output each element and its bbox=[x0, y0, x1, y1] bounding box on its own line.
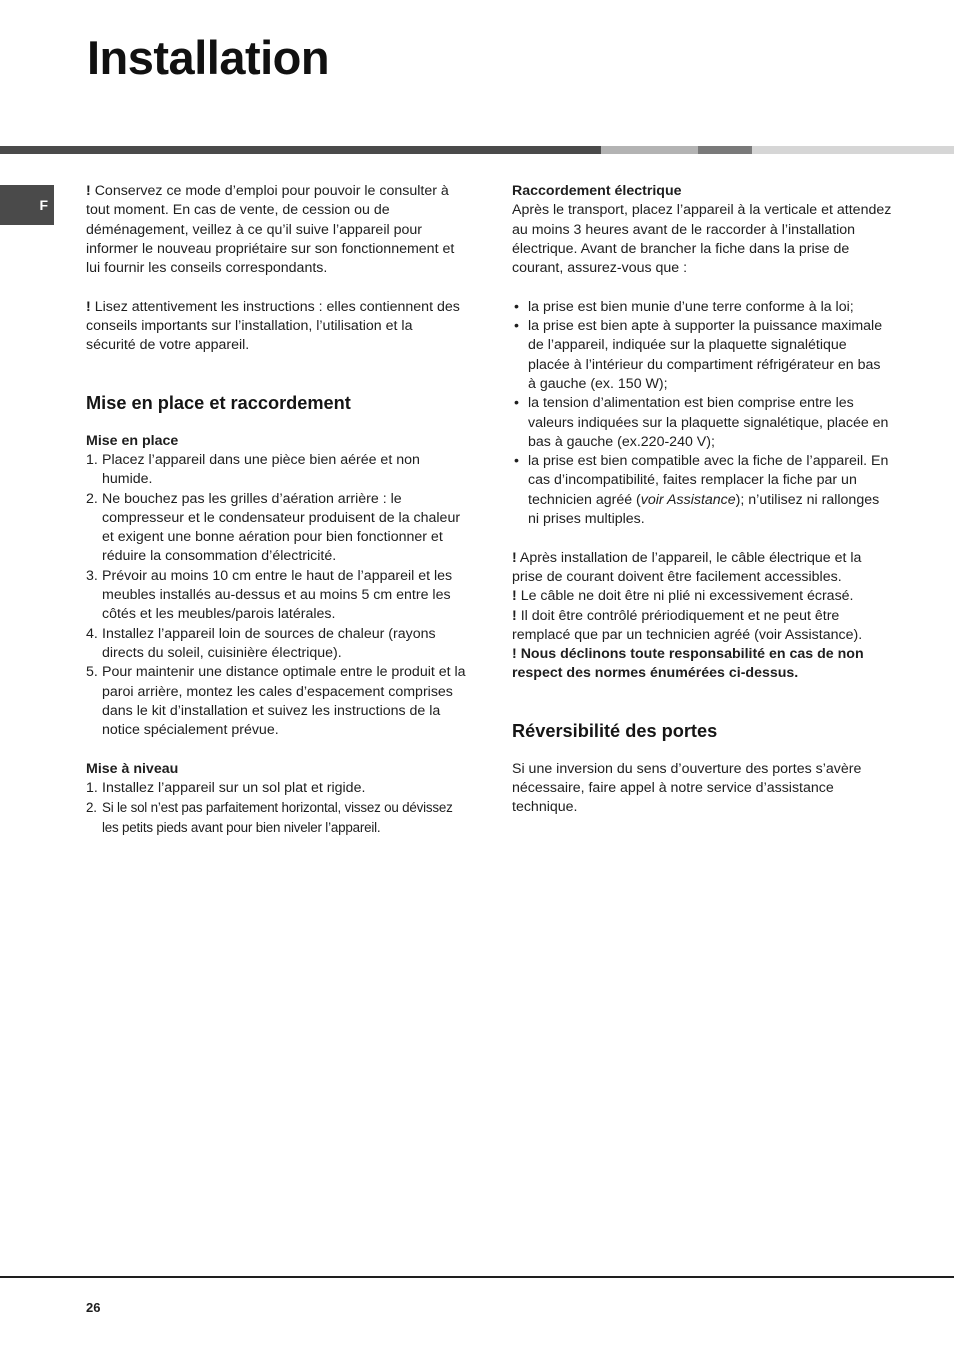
placement-list bbox=[86, 451, 466, 740]
section-heading-installation: Mise en place et raccordement bbox=[86, 392, 351, 413]
item-number: 3. bbox=[86, 567, 98, 584]
warning-mark: ! bbox=[512, 607, 517, 624]
note-text: Après installation de l’appareil, le câble électrique et la prise de courant doivent être facilement accessibles. bbox=[512, 549, 862, 585]
item-text-italic: voir Assistance bbox=[640, 491, 736, 508]
right-column bbox=[512, 182, 892, 818]
electrical-intro: Après le transport, placez l’appareil à la verticale et attendez au moins 3 heures avant de le raccorder à l’installation électrique. Avant de brancher la fiche dans la prise de courant, assurez-vous que : bbox=[512, 202, 892, 277]
item-text: la prise est bien apte à supporter la puissance maximale de l’appareil, indiquée sur la plaquette signalétique placée à l’intérieur du compartiment réfrigérateur en bas à gauche (ex. 150 W); bbox=[528, 318, 883, 392]
bullet: • bbox=[514, 298, 519, 315]
footer-rule bbox=[0, 1276, 954, 1278]
item-number: 2. bbox=[86, 490, 98, 507]
item-text: la prise est bien munie d’une terre conforme à la loi; bbox=[528, 298, 854, 315]
section-heading-reversibility: Réversibilité des portes bbox=[512, 720, 718, 741]
page-number: 26 bbox=[86, 1300, 101, 1315]
page-title: Installation bbox=[87, 31, 330, 84]
list-item bbox=[512, 317, 892, 394]
list-item bbox=[86, 779, 466, 798]
warning-read-instructions bbox=[86, 298, 466, 356]
item-text: Prévoir au moins 10 cm entre le haut de l’appareil et les meubles installés au-dessus et au moins 5 cm entre les côtés et les meubles/parois latérales. bbox=[102, 567, 453, 623]
item-number: 2. bbox=[86, 800, 97, 816]
warning-keep-manual bbox=[86, 182, 466, 278]
item-text: la prise est bien compatible avec la fiche de l’appareil. En cas d’incompatibilité, faites remplacer la fiche par un technicien agréé ( bbox=[528, 453, 889, 508]
note-liability bbox=[512, 645, 892, 684]
item-text: ); n’utilisez ni rallonges ni prises multiples. bbox=[528, 491, 880, 528]
warning-mark: ! bbox=[512, 588, 517, 605]
list-item bbox=[86, 490, 466, 567]
list-item bbox=[512, 394, 892, 452]
list-item bbox=[512, 298, 892, 317]
warning-text: Lisez attentivement les instructions : elles contiennent des conseils importants sur l’installation, l’utilisation et la sécurité de votre appareil. bbox=[86, 298, 460, 354]
warning-text: Conservez ce mode d’emploi pour pouvoir le consulter à tout moment. En cas de vente, de cession ou de déménagement, veillez à ce qu’il suive l’appareil pour informer le nouveau propriétaire sur son fonctionnement et lui fournir les conseils correspondants. bbox=[86, 183, 455, 277]
item-text: Installez l’appareil loin de sources de chaleur (rayons directs du soleil, cuisinière électrique). bbox=[102, 625, 436, 661]
subheading-leveling: Mise à niveau bbox=[86, 760, 179, 777]
warning-mark: ! bbox=[512, 549, 517, 566]
list-item bbox=[86, 451, 466, 490]
list-item bbox=[86, 663, 466, 740]
note-text: Le câble ne doit être ni plié ni excessivement écrasé. bbox=[520, 588, 854, 605]
header-bar-light bbox=[601, 146, 698, 154]
subheading-electrical: Raccordement électrique bbox=[512, 183, 682, 199]
electrical-checklist bbox=[512, 298, 892, 530]
item-text: la tension d’alimentation est bien comprise entre les valeurs indiquées sur la plaquette signalétique, placée en bas à gauche (ex.220-240 V); bbox=[528, 395, 889, 450]
note-cable bbox=[512, 587, 892, 606]
warning-mark: ! bbox=[86, 298, 91, 315]
item-text: Ne bouchez pas les grilles d’aération arrière : le compresseur et le condensateur produisent de la chaleur et exigent une bonne aération pour bien fonctionner et réduire la consommation d’électricité. bbox=[102, 490, 461, 565]
note-accessible bbox=[512, 549, 892, 588]
item-text: Pour maintenir une distance optimale entre le produit et la paroi arrière, montez les cales d’espacement comprises dans le kit d’installation et suivez les instructions de la notice spécialement prévue. bbox=[102, 664, 466, 739]
item-text: Si le sol n’est pas parfaitement horizontal, vissez ou dévissez les petits pieds avant pour bien niveler l’appareil. bbox=[102, 800, 453, 835]
language-tab: F bbox=[0, 185, 54, 225]
item-number: 1. bbox=[86, 451, 98, 468]
header-bar-pale bbox=[752, 146, 954, 154]
bullet: • bbox=[514, 453, 519, 470]
subheading-placement: Mise en place bbox=[86, 432, 179, 449]
item-number: 1. bbox=[86, 780, 98, 797]
item-text: Installez l’appareil sur un sol plat et rigide. bbox=[102, 780, 366, 797]
item-number: 5. bbox=[86, 664, 98, 681]
note-inspection bbox=[512, 607, 892, 646]
note-text: Nous déclinons toute responsabilité en cas de non respect des normes énumérées ci-dessus. bbox=[512, 646, 864, 682]
header-bar-dark bbox=[0, 146, 601, 154]
bullet: • bbox=[514, 395, 519, 412]
header-bar-mid bbox=[698, 146, 752, 154]
list-item bbox=[512, 452, 892, 529]
list-item bbox=[86, 625, 466, 664]
note-text: Il doit être contrôlé prériodiquement et ne peut être remplacé que par un technicien agréé (voir Assistance). bbox=[512, 607, 863, 643]
warning-mark: ! bbox=[86, 183, 91, 199]
left-column bbox=[86, 182, 466, 837]
item-text: Placez l’appareil dans une pièce bien aérée et non humide. bbox=[102, 451, 420, 488]
warning-mark: ! bbox=[512, 646, 517, 663]
leveling-list bbox=[86, 779, 466, 837]
reversibility-text: Si une inversion du sens d’ouverture des portes s’avère nécessaire, faire appel à notre service d’assistance technique. bbox=[512, 760, 862, 816]
bullet: • bbox=[514, 318, 519, 335]
list-item bbox=[86, 567, 466, 625]
item-number: 4. bbox=[86, 625, 98, 642]
list-item bbox=[86, 798, 466, 837]
